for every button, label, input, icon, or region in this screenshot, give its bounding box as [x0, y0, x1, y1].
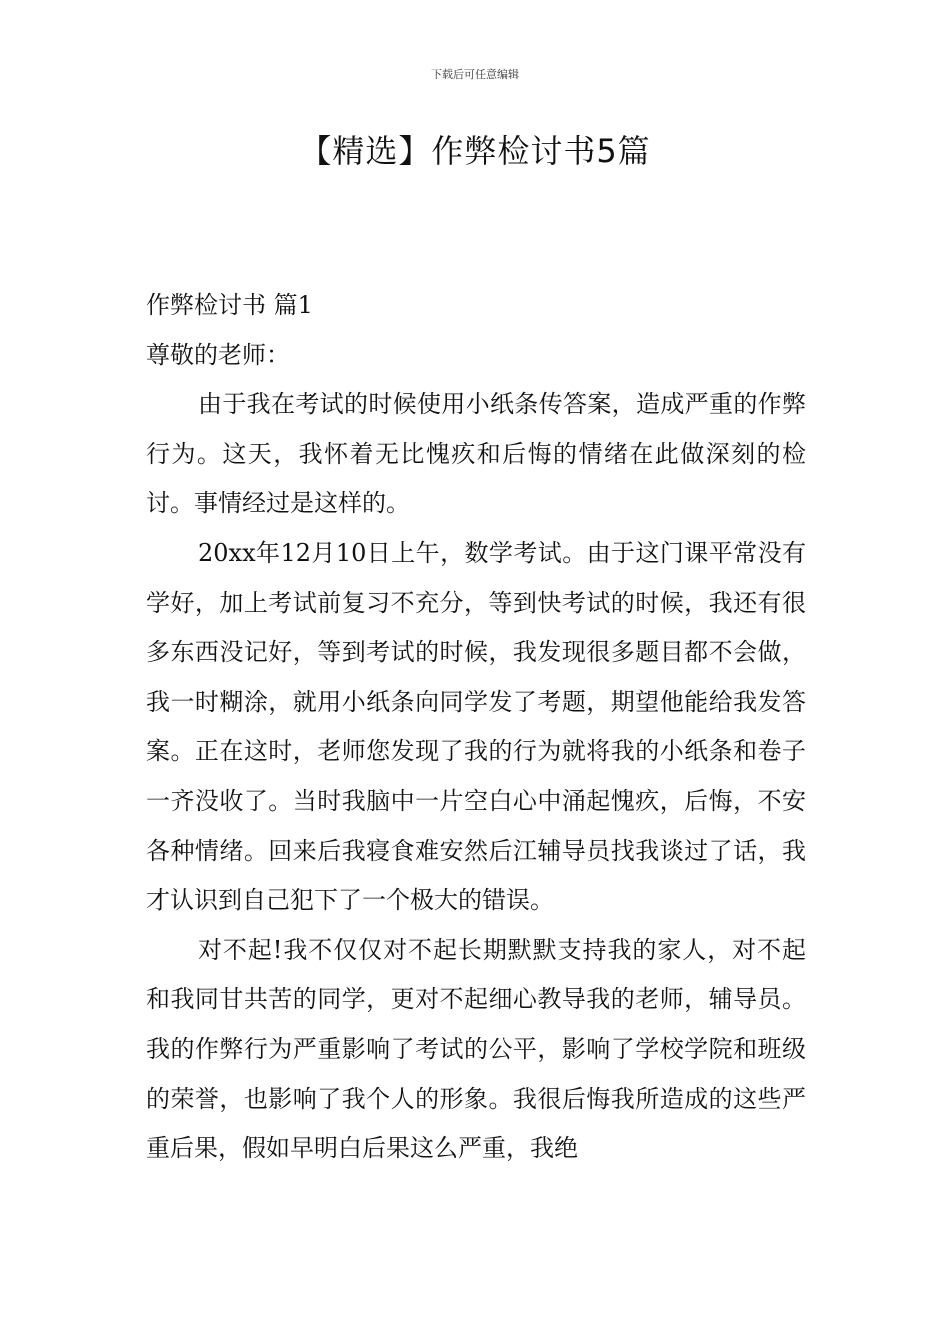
page-header-note: 下载后可任意编辑: [431, 68, 519, 81]
paragraph: 由于我在考试的时候使用小纸条传答案，造成严重的作弊行为。这天，我怀着无比愧疚和后悔的情绪在此做深刻的检讨。事情经过是这样的。: [146, 390, 806, 518]
document-body: [146, 281, 806, 1174]
section-heading: 作弊检讨书 篇1: [146, 291, 313, 319]
document-title: 【精选】作弊检讨书5篇: [299, 132, 651, 170]
paragraph: 20xx年12月10日上午，数学考试。由于这门课平常没有学好，加上考试前复习不充分，等到快考试的时候，我还有很多东西没记好，等到考试的时候，我发现很多题目都不会做，我一时糊涂，就用小纸条向同学发了考题，期望他能给我发答案。正在这时，老师您发现了我的行为就将我的小纸条和卷子一齐没收了。当时我脑中一片空白心中涌起愧疚，后悔，不安各种情绪。回来后我寝食难安然后江辅导员找我谈过了话，我才认识到自己犯下了一个极大的错误。: [146, 538, 806, 915]
salutation: 尊敬的老师：: [146, 340, 290, 369]
paragraph: 对不起!我不仅仅对不起长期默默支持我的家人，对不起和我同甘共苦的同学，更对不起细心教导我的老师，辅导员。我的作弊行为严重影响了考试的公平，影响了学校学院和班级的荣誉，也影响了我个人的形象。我很后悔我所造成的这些严重后果，假如早明白后果这么严重，我绝: [146, 935, 806, 1163]
